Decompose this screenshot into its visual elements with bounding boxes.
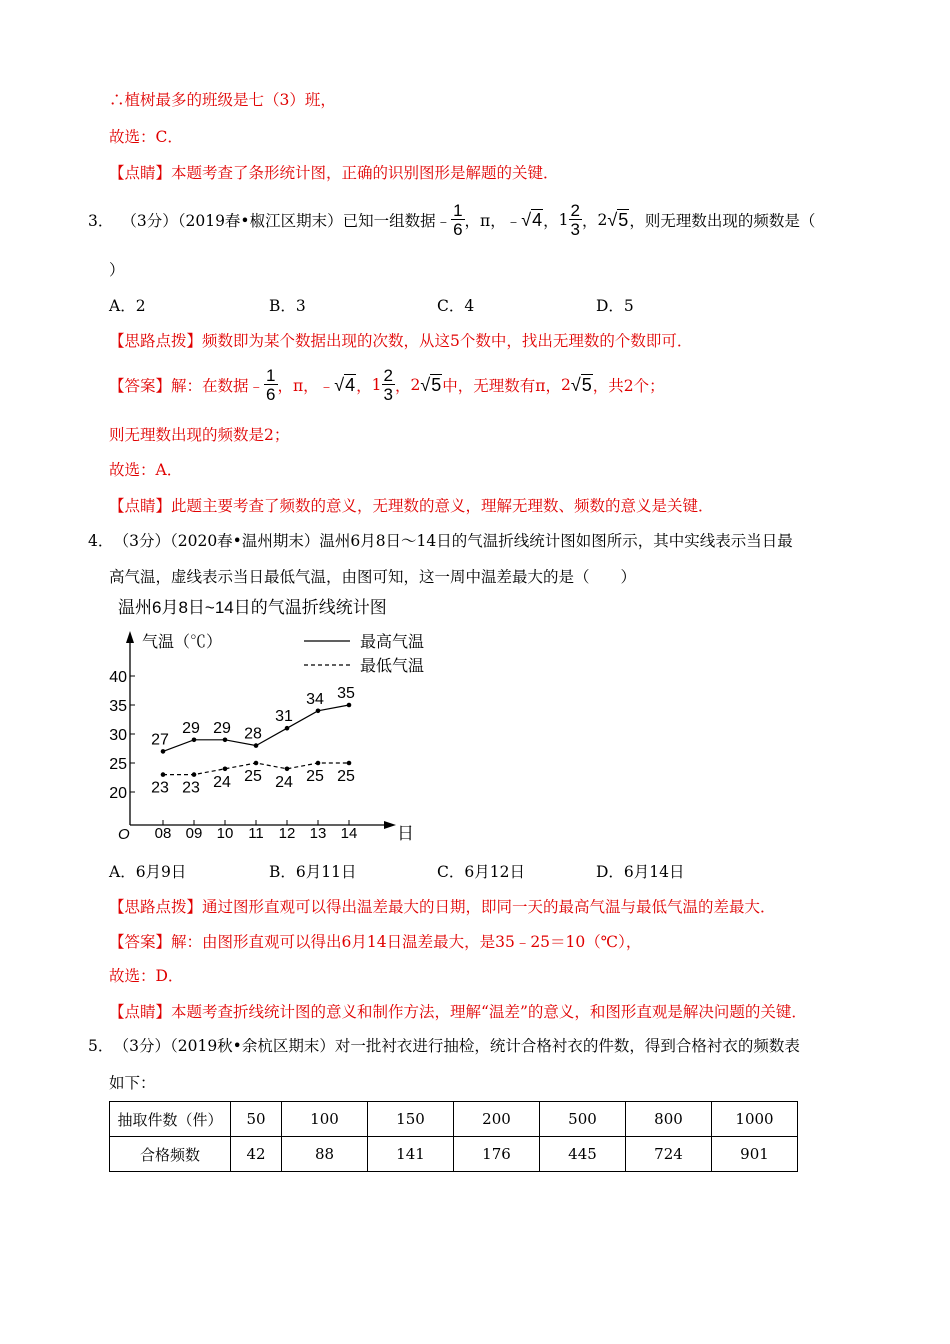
table-cell: 445 <box>540 1137 626 1172</box>
y-axis-label: 气温（℃） <box>142 634 223 651</box>
frac-num: 1 <box>453 201 463 220</box>
question-number: 4． <box>88 532 114 550</box>
max-temp-point <box>347 703 352 708</box>
comment-text: 此题主要考查了频数的意义，无理数的意义，理解无理数、频数的意义是关键． <box>171 497 714 515</box>
stem-text: （3分）（2019秋•余杭区期末）对一批衬衣进行抽检，统计合格衬衣的件数，得到合格衬衣的频数表 <box>121 1037 800 1055</box>
answer-text: 解：由图形直观可以得出6月14日温差最大，是35﹣25＝10（℃）， <box>171 933 642 951</box>
min-temp-point <box>161 772 166 777</box>
option-d[interactable]: D．6月14日 <box>596 863 685 881</box>
sqrt-4: √4 <box>334 374 356 395</box>
q4-stem-line1 <box>88 529 793 551</box>
frac-den: 6 <box>266 385 276 404</box>
stem-text: （3分）（2020春•温州期末）温州6月8日～14日的气温折线统计图如图所示，其中实线表示当日最 <box>121 532 793 550</box>
q3-stem-close: ） <box>109 261 125 279</box>
x-tick-label: 09 <box>185 825 203 842</box>
q3-hint <box>109 329 692 351</box>
x-tick-label: 08 <box>154 825 172 842</box>
min-temp-label: 24 <box>213 773 231 791</box>
q4-answer-choice: 故选：D． <box>109 967 184 985</box>
table-cell: 176 <box>454 1137 540 1172</box>
min-temp-label: 25 <box>306 768 324 785</box>
y-axis-arrow <box>126 631 134 643</box>
table-cell: 50 <box>231 1102 282 1137</box>
hint-text: 通过图形直观可以得出温差最大的日期，即同一天的最高气温与最低气温的差最大． <box>202 898 776 916</box>
table-cell: 800 <box>626 1102 712 1137</box>
min-temp-point <box>223 767 228 772</box>
max-temp-label: 29 <box>182 719 200 737</box>
table-cell: 901 <box>712 1137 798 1172</box>
fraction-two-thirds <box>382 367 395 403</box>
frac-den: 6 <box>453 220 463 239</box>
chart-title: 温州6月8日~14日的气温折线统计图 <box>118 598 387 617</box>
max-temp-label: 27 <box>151 731 169 749</box>
option-b[interactable]: B．6月11日 <box>269 863 357 881</box>
radicand: 5 <box>581 374 592 395</box>
option-c[interactable]: C．6月12日 <box>437 863 525 881</box>
max-temp-label: 28 <box>244 725 262 743</box>
comma: ， <box>582 212 598 230</box>
q3-comment <box>109 494 714 516</box>
fraction-two-thirds <box>569 202 582 238</box>
y-tick-label: 40 <box>109 669 127 686</box>
pi-separator: ，π， <box>464 212 506 230</box>
neg-sign: ﹣ <box>318 377 335 395</box>
frac-den: 3 <box>383 385 393 404</box>
sqrt-5: √5 <box>607 209 629 230</box>
max-temp-point <box>223 738 228 743</box>
min-temp-point <box>316 761 321 766</box>
row-header: 合格频数 <box>110 1137 231 1172</box>
radicand: 4 <box>345 374 356 395</box>
q3-answer-line2: 则无理数出现的频数是2； <box>109 426 290 444</box>
y-tick-label: 30 <box>109 727 127 744</box>
origin-label: O <box>118 826 130 843</box>
legend-max-label: 最高气温 <box>360 634 425 651</box>
x-tick-label: 11 <box>248 825 264 842</box>
hint-tag: 【思路点拨】 <box>109 898 203 916</box>
sqrt-coef: 2 <box>597 211 608 229</box>
frac-num: 1 <box>266 366 276 385</box>
table-cell: 88 <box>282 1137 368 1172</box>
min-temp-label: 23 <box>151 779 169 797</box>
max-temp-point <box>285 726 290 731</box>
min-temp-label: 23 <box>182 779 200 797</box>
q3-stem <box>88 196 815 244</box>
sqrt-coef: 2 <box>410 376 421 394</box>
max-temp-label: 34 <box>306 690 324 708</box>
table-cell: 200 <box>454 1102 540 1137</box>
comment-text: 本题考查了条形统计图，正确的识别图形是解题的关键． <box>171 164 559 182</box>
x-tick-label: 12 <box>278 825 296 842</box>
answer-tag: 【答案】 <box>109 933 172 951</box>
table-cell: 100 <box>282 1102 368 1137</box>
min-temp-label: 25 <box>337 768 355 785</box>
max-temp-point <box>316 709 321 714</box>
q4-answer <box>109 930 641 952</box>
max-temp-label: 35 <box>337 685 355 702</box>
sqrt-coef: 2 <box>560 376 571 394</box>
comment-tag: 【点睛】 <box>109 1003 172 1021</box>
min-temp-label: 24 <box>275 773 293 791</box>
x-tick-label: 14 <box>340 825 358 842</box>
table-cell: 42 <box>231 1137 282 1172</box>
neg-sign: ﹣ <box>505 212 522 230</box>
hint-tag: 【思路点拨】 <box>109 332 203 350</box>
q2-answer-choice: 故选：C． <box>109 128 183 146</box>
max-temp-label: 29 <box>213 719 231 737</box>
q4-options <box>109 860 809 880</box>
q4-comment <box>109 1000 807 1022</box>
hint-text: 频数即为某个数据出现的次数，从这5个数中，找出无理数的个数即可． <box>202 332 693 350</box>
sqrt-4: √4 <box>521 209 543 230</box>
q4-hint <box>109 895 776 917</box>
q3-options <box>109 294 809 314</box>
max-temp-label: 31 <box>275 708 293 726</box>
comment-tag: 【点睛】 <box>109 164 172 182</box>
mixed-whole: 1 <box>371 376 382 394</box>
table-cell: 1000 <box>712 1102 798 1137</box>
q2-conclusion: ∴植树最多的班级是七（3）班， <box>109 91 336 109</box>
comment-text: 本题考查折线统计图的意义和制作方法，理解“温差”的意义，和图形直观是解决问题的关键． <box>171 1003 807 1021</box>
fraction-one-sixth <box>264 367 277 403</box>
table-cell: 141 <box>368 1137 454 1172</box>
option-d[interactable]: D．5 <box>596 297 634 315</box>
x-tick-label: 13 <box>309 825 327 842</box>
y-tick-label: 35 <box>109 698 127 715</box>
question-number: 5． <box>88 1037 114 1055</box>
table-cell: 500 <box>540 1102 626 1137</box>
sqrt-5: √5 <box>420 374 442 395</box>
sqrt-5: √5 <box>570 374 592 395</box>
legend-min-label: 最低气温 <box>360 658 425 675</box>
comment-tag: 【点睛】 <box>109 497 172 515</box>
q3-answer-choice: 故选：A． <box>109 461 183 479</box>
comma: ， <box>356 377 372 395</box>
x-axis-arrow <box>384 821 396 829</box>
option-a[interactable]: A．2 <box>109 297 146 315</box>
q3-answer <box>109 361 665 409</box>
answer-mid: 中，无理数有π， <box>442 377 561 395</box>
comma: ， <box>543 212 559 230</box>
min-temp-label: 25 <box>244 768 262 785</box>
y-tick-label: 20 <box>109 785 127 802</box>
max-temp-point <box>192 738 197 743</box>
table-row <box>110 1102 798 1137</box>
radicand: 5 <box>431 374 442 395</box>
answer-prefix: 解：在数据﹣ <box>171 377 265 395</box>
q2-comment <box>109 161 559 183</box>
max-temp-point <box>254 743 259 748</box>
radicand: 5 <box>618 209 629 230</box>
frac-den: 3 <box>570 220 581 239</box>
question-number: 3． <box>88 212 114 230</box>
min-temp-point <box>254 761 259 766</box>
max-temp-point <box>161 749 166 754</box>
frac-num: 2 <box>383 366 393 385</box>
table-cell: 724 <box>626 1137 712 1172</box>
q4-stem-line2: 高气温，虚线表示当日最低气温，由图可知，这一周中温差最大的是（ ） <box>109 568 637 586</box>
row-header: 抽取件数（件） <box>110 1102 231 1137</box>
min-temp-point <box>285 767 290 772</box>
answer-tag: 【答案】 <box>109 377 172 395</box>
min-temp-point <box>192 772 197 777</box>
y-tick-label: 25 <box>109 756 127 773</box>
q5-stem-line2: 如下： <box>109 1074 156 1092</box>
table-cell: 150 <box>368 1102 454 1137</box>
radicand: 4 <box>532 209 543 230</box>
x-axis-label: 日 <box>397 824 414 843</box>
stem-prefix: （3分）（2019春•椒江区期末）已知一组数据﹣ <box>121 212 452 230</box>
table-row <box>110 1137 798 1172</box>
chart-marks <box>109 669 357 842</box>
frequency-table <box>109 1101 798 1172</box>
option-a[interactable]: A．6月9日 <box>109 863 187 881</box>
comma: ， <box>394 377 411 395</box>
frac-num: 2 <box>570 201 581 220</box>
stem-suffix: ，则无理数出现的频数是（ <box>629 212 816 230</box>
answer-suffix: ，共2个； <box>592 377 665 395</box>
fraction-one-sixth <box>451 202 464 238</box>
option-c[interactable]: C．4 <box>437 297 475 315</box>
x-tick-label: 10 <box>216 825 234 842</box>
q5-stem-line1 <box>88 1034 800 1056</box>
mixed-whole: 1 <box>558 211 569 229</box>
min-temp-point <box>347 761 352 766</box>
temperature-line-chart <box>108 593 438 848</box>
option-b[interactable]: B．3 <box>269 297 306 315</box>
pi-separator: ，π， <box>277 377 319 395</box>
